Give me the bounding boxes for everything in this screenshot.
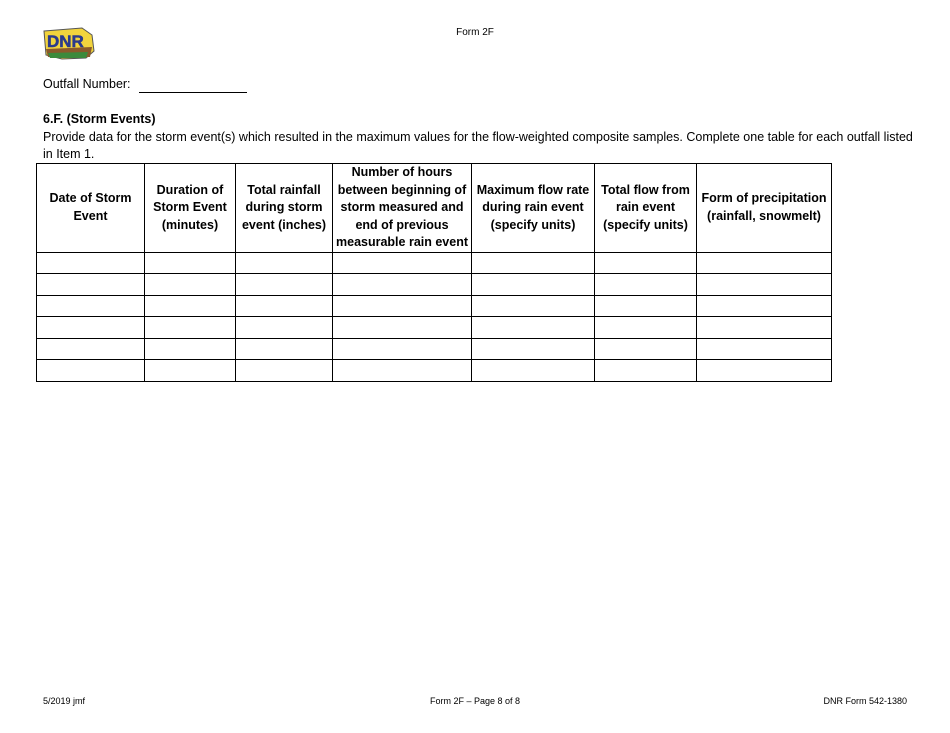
column-header-total-flow: Total flow from rain event (specify units) <box>595 164 697 253</box>
table-cell[interactable] <box>333 317 472 339</box>
column-header-hours-between: Number of hours between beginning of storm measured and end of previous measurable rain event <box>333 164 472 253</box>
table-row <box>37 317 832 339</box>
section-instructions: Provide data for the storm event(s) which resulted in the maximum values for the flow-weighted composite samples. Complete one table for each outfall listed in Item 1. <box>43 130 913 161</box>
table-cell[interactable] <box>145 338 236 360</box>
table-header-row <box>37 164 832 253</box>
table-cell[interactable] <box>472 317 595 339</box>
footer-revision-date: 5/2019 jmf <box>43 696 86 706</box>
table-cell[interactable] <box>595 360 697 382</box>
table-cell[interactable] <box>145 274 236 296</box>
table-cell[interactable] <box>145 295 236 317</box>
table-cell[interactable] <box>595 338 697 360</box>
outfall-label: Outfall Number: <box>43 77 131 91</box>
table-cell[interactable] <box>697 338 832 360</box>
table-cell[interactable] <box>37 252 145 274</box>
footer-form-number: DNR Form 542-1380 <box>823 696 907 706</box>
table-cell[interactable] <box>37 295 145 317</box>
table-cell[interactable] <box>697 252 832 274</box>
storm-events-table <box>36 163 832 382</box>
column-header-max-flow-rate: Maximum flow rate during rain event (specify units) <box>472 164 595 253</box>
table-cell[interactable] <box>595 317 697 339</box>
table-cell[interactable] <box>472 295 595 317</box>
column-header-duration: Duration of Storm Event (minutes) <box>145 164 236 253</box>
table-cell[interactable] <box>472 274 595 296</box>
table-cell[interactable] <box>472 252 595 274</box>
table-cell[interactable] <box>333 274 472 296</box>
section-title: 6.F. (Storm Events) <box>43 112 156 126</box>
table-row <box>37 274 832 296</box>
table-row <box>37 295 832 317</box>
table-row <box>37 252 832 274</box>
table-cell[interactable] <box>37 338 145 360</box>
footer-page-number: Form 2F – Page 8 of 8 <box>429 696 521 706</box>
logo-text: DNR <box>47 32 84 51</box>
column-header-precipitation-form: Form of precipitation (rainfall, snowmelt) <box>697 164 832 253</box>
table-cell[interactable] <box>145 252 236 274</box>
table-cell[interactable] <box>333 252 472 274</box>
table-cell[interactable] <box>37 317 145 339</box>
table-cell[interactable] <box>472 338 595 360</box>
table-cell[interactable] <box>697 360 832 382</box>
table-cell[interactable] <box>145 317 236 339</box>
column-header-date: Date of Storm Event <box>37 164 145 253</box>
table-cell[interactable] <box>595 295 697 317</box>
table-cell[interactable] <box>697 274 832 296</box>
table-cell[interactable] <box>595 252 697 274</box>
table-cell[interactable] <box>37 360 145 382</box>
table-cell[interactable] <box>333 338 472 360</box>
table-cell[interactable] <box>697 317 832 339</box>
table-cell[interactable] <box>697 295 832 317</box>
outfall-number-field[interactable] <box>139 92 247 93</box>
table-row <box>37 360 832 382</box>
table-cell[interactable] <box>236 317 333 339</box>
table-cell[interactable] <box>236 274 333 296</box>
table-cell[interactable] <box>236 252 333 274</box>
table-cell[interactable] <box>333 360 472 382</box>
table-cell[interactable] <box>145 360 236 382</box>
table-cell[interactable] <box>595 274 697 296</box>
table-cell[interactable] <box>333 295 472 317</box>
table-cell[interactable] <box>236 338 333 360</box>
table-row <box>37 338 832 360</box>
table-cell[interactable] <box>236 295 333 317</box>
table-cell[interactable] <box>37 274 145 296</box>
table-cell[interactable] <box>472 360 595 382</box>
column-header-total-rainfall: Total rainfall during storm event (inches) <box>236 164 333 253</box>
table-cell[interactable] <box>236 360 333 382</box>
form-title: Form 2F <box>456 27 494 38</box>
